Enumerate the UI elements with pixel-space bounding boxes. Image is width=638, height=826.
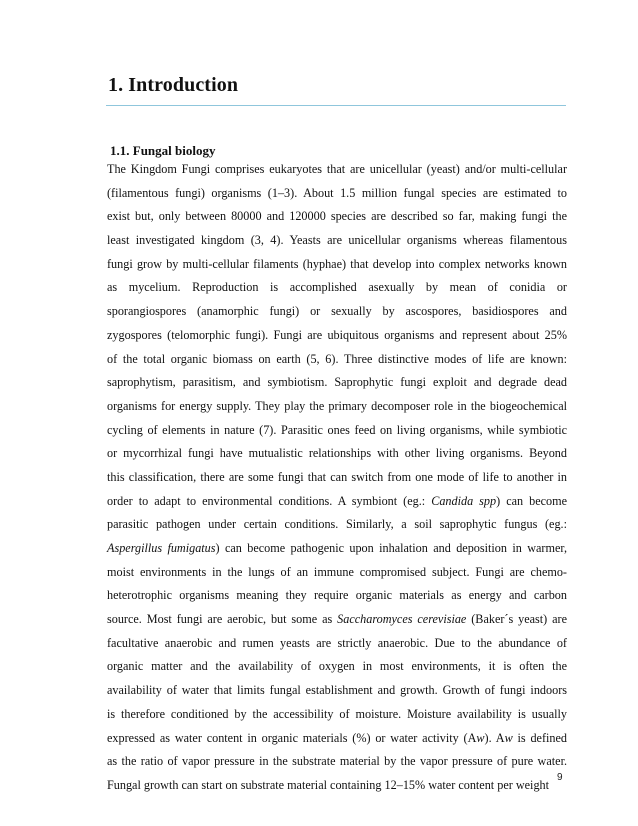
section-heading: 1. Introduction [108,74,239,96]
subscript-letter: w [504,730,513,745]
text-line: of the total organic biomass on earth (5, 6). Three distinctive modes of life are known: [107,351,567,366]
text-line: sporangiospores (anamorphic fungi) or sexually by ascospores, basidiospores and [107,304,567,319]
text-segment: source. Most fungi are aerobic, but some as [107,612,338,627]
text-line: (filamentous fungi) organisms (1–3). About 1.5 million fungal species are estimated to [107,185,567,200]
species-name: Candida spp [431,493,497,508]
text-line: organisms for energy supply. They play the primary decomposer role in the biogeochemical [107,398,567,413]
text-segment: order to adapt to environmental conditions. A symbiont (eg.: [107,493,432,508]
text-line [107,727,567,751]
body-paragraph [107,158,567,798]
text-segment: ) can become [496,493,568,508]
heading-divider [106,105,566,106]
text-line: availability of water that limits fungal establishment and growth. Growth of fungi indoors [107,683,567,698]
text-segment: is defined [512,730,568,745]
text-line: this classification, there are some fungi that can switch from one mode of life to another in [107,469,567,484]
text-line [107,537,567,561]
text-line: moist environments in the lungs of an immune compromised subject. Fungi are chemo- [107,564,567,579]
page-number: 9 [557,772,563,783]
text-line: least investigated kingdom (3, 4). Yeasts are unicellular organisms whereas filamentous [107,233,567,248]
text-line: Fungal growth can start on substrate material containing 12–15% water content per weight [107,777,550,792]
text-line: saprophytism, parasitism, and symbiotism. Saprophytic fungi exploit and degrade dead [107,375,567,390]
text-line: The Kingdom Fungi comprises eukaryotes that are unicellular (yeast) and/or multi-cellular [107,162,567,176]
text-line: or mycorrhizal fungi have mutualistic relationships with other living organisms. Beyond [107,446,567,461]
text-line: cycling of elements in nature (7). Parasitic ones feed on living organisms, while symbiotic [107,422,567,437]
text-line [107,490,567,514]
text-line: as mycelium. Reproduction is accomplished asexually by mean of conidia or [107,280,567,295]
text-segment: ) can become pathogenic upon inhalation and deposition in warmer, [215,541,567,555]
species-name: Saccharomyces cerevisiae [337,612,467,627]
subsection-heading: 1.1. Fungal biology [110,143,216,158]
text-line: is therefore conditioned by the accessibility of moisture. Moisture availability is usually [107,706,567,721]
text-line: as the ratio of vapor pressure in the substrate material by the vapor pressure of pure water. [107,754,567,769]
text-line: fungi grow by multi-cellular filaments (hyphae) that develop into complex networks known [107,256,567,271]
text-line: parasitic pathogen under certain conditions. Similarly, a soil saprophytic fungus (eg.: [107,517,567,532]
text-segment: expressed as water content in organic materials (%) or water activity (A [107,730,477,745]
text-line: heterotrophic organisms meaning they require organic materials as energy and carbon [107,588,567,603]
text-segment: ). A [484,730,505,745]
text-line [107,608,567,632]
text-segment: (Baker´s yeast) are [466,612,567,627]
text-line: exist but, only between 80000 and 120000 species are described so far, making fungi the [107,209,567,224]
text-line: zygospores (telomorphic fungi). Fungi are ubiquitous organisms and represent about 25% [107,327,567,342]
text-line: organic matter and the availability of oxygen in most environments, it is often the [107,659,567,674]
subscript-letter: w [476,730,485,745]
species-name: Aspergillus fumigatus [107,541,216,555]
text-line: facultative anaerobic and rumen yeasts are strictly anaerobic. Due to the abundance of [107,635,567,650]
